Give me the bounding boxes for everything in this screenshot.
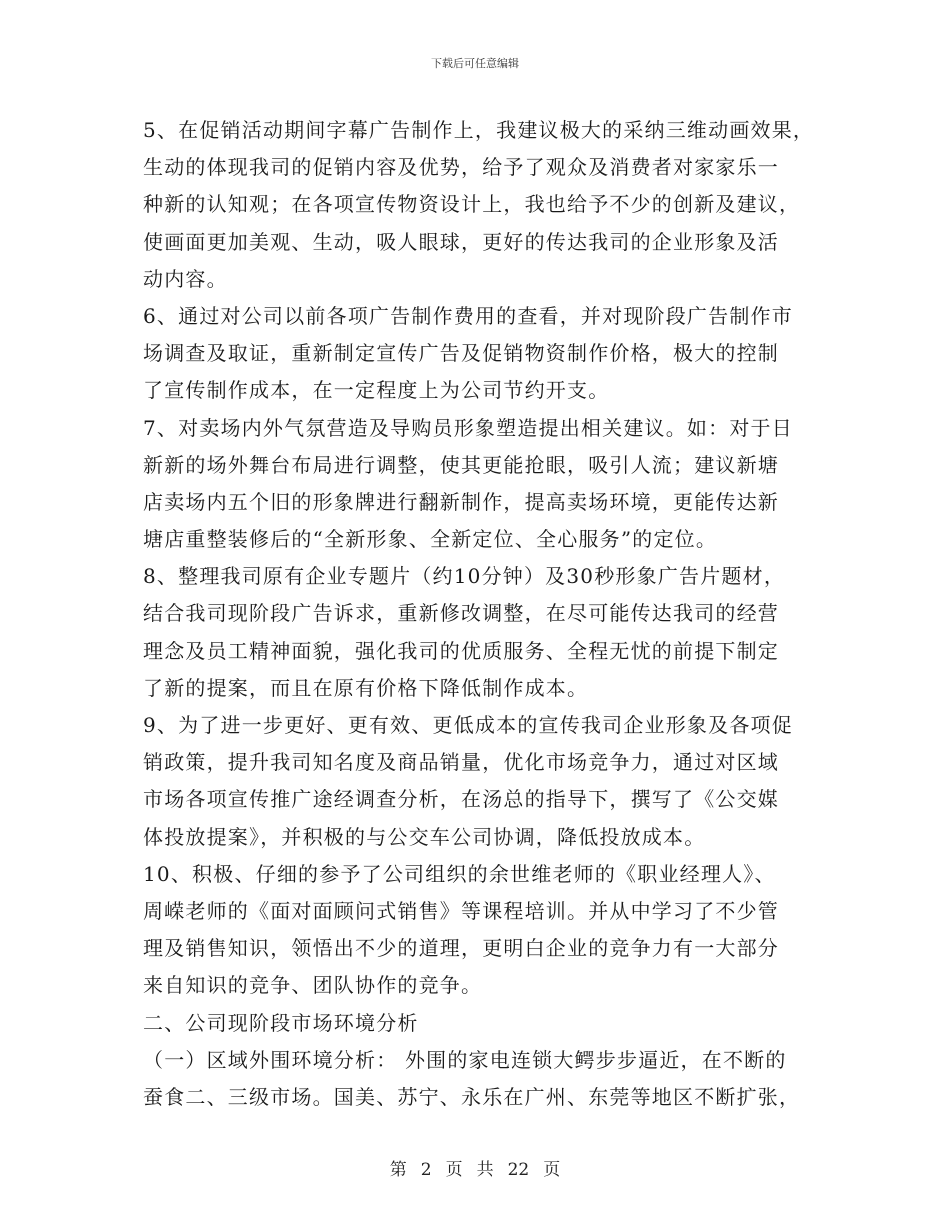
text-line: 场调查及取证，重新制定宣传广告及促销物资制作价格，极大的控制 xyxy=(143,341,779,366)
text-line: 10、积极、仔细的参予了公司组织的余世维老师的《职业经理人》、 xyxy=(143,861,776,886)
text-line: 6、通过对公司以前各项广告制作费用的查看，并对现阶段广告制作市 xyxy=(143,303,793,328)
text-line: 新新的场外舞台布局进行调整，使其更能抢眼，吸引人流；建议新塘 xyxy=(143,452,779,477)
text-line: 8、整理我司原有企业专题片（约10分钟）及30秒形象广告片题材， xyxy=(143,564,786,589)
text-line: 蚕食二、三级市场。国美、苏宁、永乐在广州、东莞等地区不断扩张， xyxy=(143,1084,801,1109)
page-number-suffix: 页 xyxy=(543,1160,561,1180)
text-line: 使画面更加美观、生动，吸人眼球，更好的传达我司的企业形象及活 xyxy=(143,229,779,254)
text-line: 塘店重整装修后的“全新形象、全新定位、全心服务”的定位。 xyxy=(143,527,718,552)
text-line: 了宣传制作成本，在一定程度上为公司节约开支。 xyxy=(143,378,610,403)
text-line: 结合我司现阶段广告诉求，重新修改调整，在尽可能传达我司的经营 xyxy=(143,601,779,626)
text-line: 市场各项宣传推广途经调查分析，在汤总的指导下，撰写了《公交媒 xyxy=(143,787,779,812)
text-line: 了新的提案，而且在原有价格下降低制作成本。 xyxy=(143,675,589,700)
text-line: 来自知识的竞争、团队协作的竞争。 xyxy=(143,973,483,998)
page-number-total-prefix: 共 xyxy=(476,1160,494,1180)
page-footer xyxy=(0,1155,950,1180)
page-number-unit: 页 xyxy=(445,1160,463,1180)
text-line: 5、在促销活动期间字幕广告制作上，我建议极大的采纳三维动画效果， xyxy=(143,118,815,142)
text-line: 生动的体现我司的促销内容及优势，给予了观众及消费者对家家乐一 xyxy=(143,155,779,180)
text-line: 理念及员工精神面貌，强化我司的优质服务、全程无忧的前提下制定 xyxy=(143,638,779,663)
text-line: 体投放提案》，并积极的与公交车公司协调，降低投放成本。 xyxy=(143,824,706,849)
text-line: 理及销售知识，领悟出不少的道理，更明白企业的竞争力有一大部分 xyxy=(143,936,779,961)
document-body xyxy=(143,112,813,1116)
text-line: 销政策，提升我司知名度及商品销量，优化市场竞争力，通过对区域 xyxy=(143,750,779,775)
page-header: 下载后可任意编辑 xyxy=(431,57,519,70)
text-line: 周嵘老师的《面对面顾问式销售》等课程培训。并从中学习了不少管 xyxy=(143,898,779,923)
text-line: 店卖场内五个旧的形象牌进行翻新制作，提高卖场环境，更能传达新 xyxy=(143,489,779,514)
page-number-total: 22 xyxy=(507,1160,530,1180)
text-line: 7、对卖场内外气氛营造及导购员形象塑造提出相关建议。如：对于日 xyxy=(143,415,793,440)
text-line: 动内容。 xyxy=(143,266,228,291)
text-line: （一）区域外围环境分析： 外围的家电连锁大鳄步步逼近，在不断的 xyxy=(143,1047,787,1072)
text-line: 9、为了进一步更好、更有效、更低成本的宣传我司企业形象及各项促 xyxy=(143,713,793,737)
section-heading: 二、公司现阶段市场环境分析 xyxy=(143,1010,419,1035)
text-line: 种新的认知观；在各项宣传物资设计上，我也给予不少的创新及建议， xyxy=(143,192,801,217)
page-number-current: 2 xyxy=(420,1160,432,1180)
page-number-prefix: 第 xyxy=(389,1160,407,1180)
